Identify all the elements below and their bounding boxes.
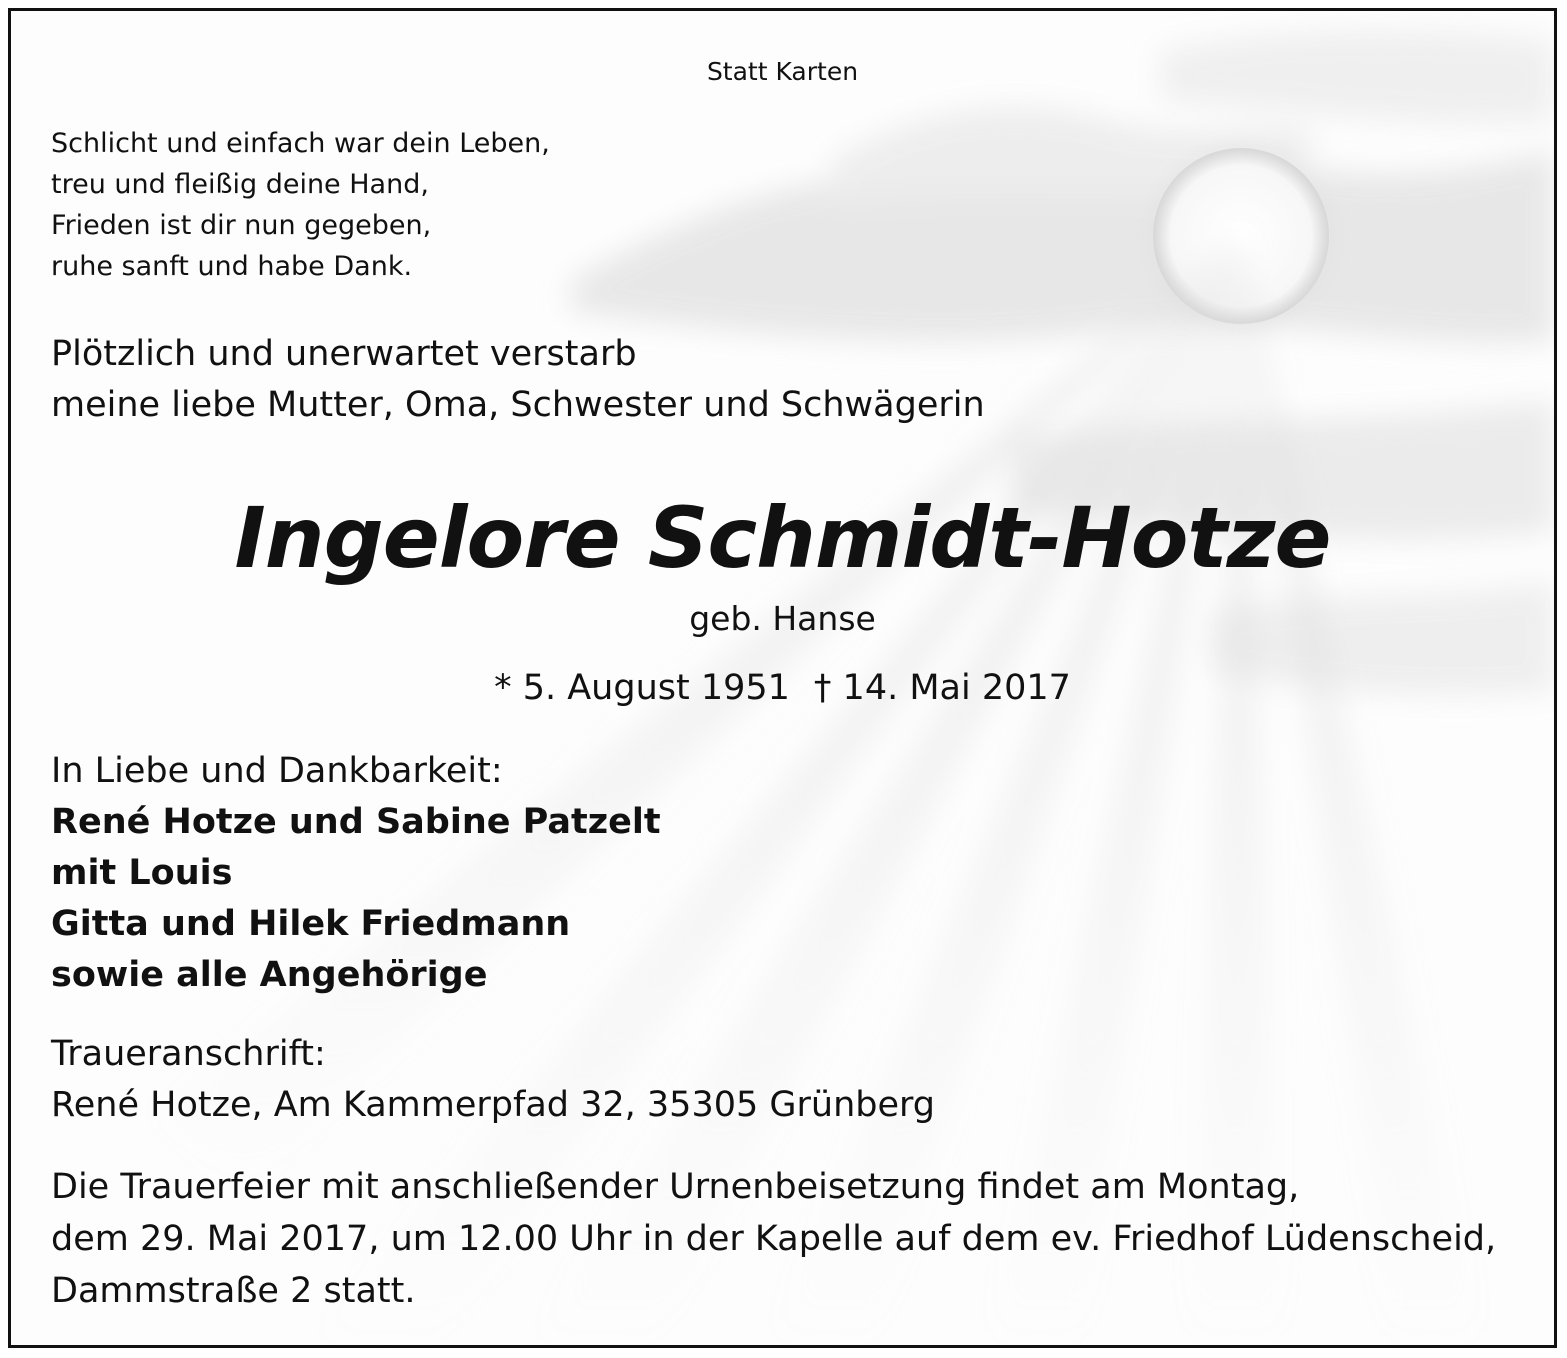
mourning-address	[51, 1029, 935, 1131]
poem-line: Schlicht und einfach war dein Leben,	[51, 128, 550, 159]
poem-line: Frieden ist dir nun gegeben,	[51, 210, 432, 241]
mourners-heading: In Liebe und Dankbarkeit:	[51, 751, 503, 791]
header-statt-karten: Statt Karten	[706, 57, 859, 86]
mourner-name: mit Louis	[51, 853, 233, 893]
ceremony-line: dem 29. Mai 2017, um 12.00 Uhr in der Kapelle auf dem ev. Friedhof Lüdenscheid,	[51, 1219, 1497, 1259]
poem	[51, 123, 550, 287]
ceremony-line: Dammstraße 2 statt.	[51, 1271, 416, 1311]
poem-line: treu und fleißig deine Hand,	[51, 169, 429, 200]
mourner-name: Gitta und Hilek Friedmann	[51, 904, 571, 944]
ceremony-info	[51, 1161, 1496, 1317]
mourners-block	[51, 746, 661, 1001]
death-date: † 14. Mai 2017	[813, 668, 1071, 708]
intro-line: meine liebe Mutter, Oma, Schwester und Schwägerin	[51, 385, 985, 425]
birth-date: * 5. August 1951	[494, 668, 790, 708]
intro-text	[51, 329, 985, 431]
poem-line: ruhe sanft und habe Dank.	[51, 251, 413, 282]
obituary-frame	[8, 8, 1557, 1348]
address-value: René Hotze, Am Kammerpfad 32, 35305 Grünberg	[51, 1085, 935, 1125]
deceased-name: Ingelore Schmidt-Hotze	[234, 489, 1331, 587]
intro-line: Plötzlich und unerwartet verstarb	[51, 334, 637, 374]
life-dates	[11, 668, 1554, 708]
address-label: Traueranschrift:	[51, 1034, 326, 1074]
maiden-name: geb. Hanse	[689, 599, 876, 638]
mourner-name: René Hotze und Sabine Patzelt	[51, 802, 661, 842]
mourner-name: sowie alle Angehörige	[51, 955, 488, 995]
ceremony-line: Die Trauerfeier mit anschließender Urnenbeisetzung findet am Montag,	[51, 1167, 1300, 1207]
